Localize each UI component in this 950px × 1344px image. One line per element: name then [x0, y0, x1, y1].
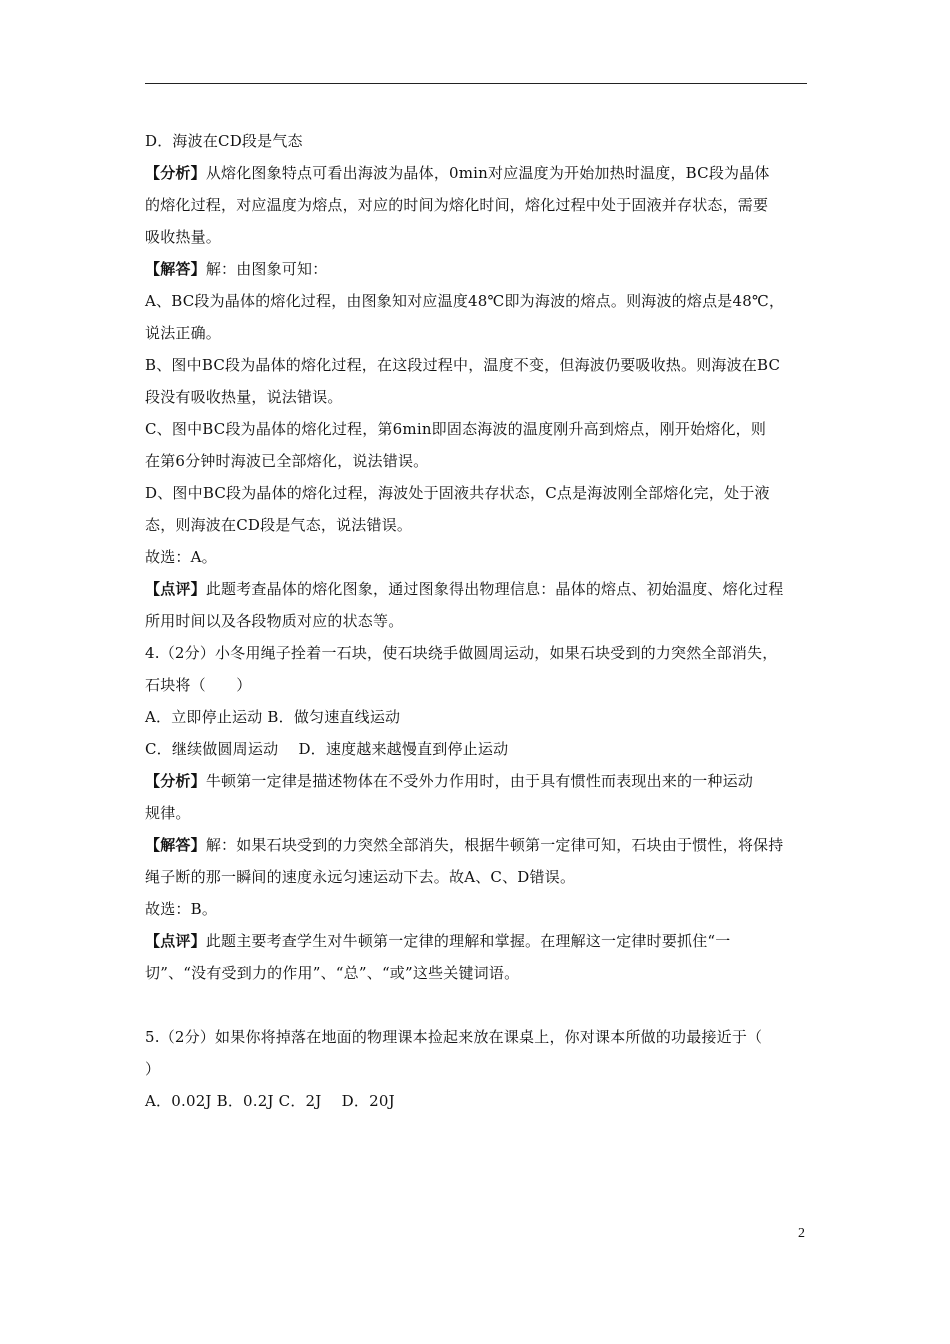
page-number: 2: [798, 1226, 805, 1241]
text-line: [145, 125, 810, 157]
text-line: [145, 1021, 810, 1053]
text-line: [145, 669, 810, 701]
line-text: C．继续做圆周运动 D．速度越来越慢直到停止运动: [145, 740, 509, 758]
line-text: 从熔化图象特点可看出海波为晶体，0min对应温度为开始加热时温度，BC段为晶体: [205, 164, 770, 182]
text-line: [145, 157, 810, 189]
line-text: 石块将（ ）: [145, 676, 252, 694]
line-text: 牛顿第一定律是描述物体在不受外力作用时，由于具有惯性而表现出来的一种运动: [205, 772, 754, 790]
text-line: [145, 413, 810, 445]
document-body: [145, 125, 810, 1117]
section-label: 【点评】: [145, 932, 206, 950]
line-text: 解：由图象可知：: [205, 260, 328, 278]
text-line: [145, 925, 810, 957]
line-text: B、图中BC段为晶体的熔化过程，在这段过程中，温度不变，但海波仍要吸收热。则海波在BC: [145, 356, 781, 374]
line-text: 在第6分钟时海波已全部熔化，说法错误。: [145, 452, 429, 470]
section-label: 【分析】: [145, 772, 206, 790]
header-rule: [145, 83, 807, 84]
line-text: 段没有吸收热量，说法错误。: [145, 388, 343, 406]
text-line: [145, 189, 810, 221]
text-line: [145, 573, 810, 605]
line-text: D．海波在CD段是气态: [145, 132, 303, 150]
line-text: A、BC段为晶体的熔化过程，由图象知对应温度48℃即为海波的熔点。则海波的熔点是48℃，: [145, 292, 785, 310]
line-text: 说法正确。: [145, 324, 222, 342]
line-text: 吸收热量。: [145, 228, 222, 246]
line-text: 所用时间以及各段物质对应的状态等。: [145, 612, 404, 630]
text-line: [145, 797, 810, 829]
text-line: [145, 1085, 810, 1117]
line-text: 态，则海波在CD段是气态，说法错误。: [145, 516, 413, 534]
text-line: [145, 829, 810, 861]
text-line: [145, 861, 810, 893]
text-line: [145, 349, 810, 381]
section-label: 【点评】: [145, 580, 206, 598]
text-line: [145, 381, 810, 413]
line-text: 4.（2分）小冬用绳子拴着一石块，使石块绕手做圆周运动，如果石块受到的力突然全部消失，: [145, 644, 778, 662]
text-line: [145, 253, 810, 285]
text-line: [145, 605, 810, 637]
text-line: [145, 701, 810, 733]
text-line: [145, 477, 810, 509]
line-text: 规律。: [145, 804, 191, 822]
text-line: [145, 989, 810, 1021]
line-text: 故选：B。: [145, 900, 218, 918]
text-line: [145, 221, 810, 253]
line-text: ）: [145, 1060, 161, 1078]
line-text: D、图中BC段为晶体的熔化过程，海波处于固液共存状态，C点是海波刚全部熔化完，处于液: [145, 484, 770, 502]
text-line: [145, 765, 810, 797]
text-line: [145, 541, 810, 573]
text-line: [145, 317, 810, 349]
text-line: [145, 893, 810, 925]
line-text: 5.（2分）如果你将掉落在地面的物理课本捡起来放在课桌上，你对课本所做的功最接近于（: [145, 1028, 763, 1046]
text-line: [145, 733, 810, 765]
line-text: A．0.02J B．0.2J C．2J D．20J: [145, 1092, 395, 1110]
line-text: 此题考查晶体的熔化图象，通过图象得出物理信息：晶体的熔点、初始温度、熔化过程: [205, 580, 784, 598]
line-text: 此题主要考查学生对牛顿第一定律的理解和掌握。在理解这一定律时要抓住“一: [205, 932, 731, 950]
line-text: A．立即停止运动 B．做匀速直线运动: [145, 708, 401, 726]
line-text: C、图中BC段为晶体的熔化过程，第6min即固态海波的温度刚升高到熔点，刚开始熔化，则: [145, 420, 767, 438]
text-line: [145, 509, 810, 541]
section-label: 【解答】: [145, 836, 206, 854]
line-text: 的熔化过程，对应温度为熔点，对应的时间为熔化时间，熔化过程中处于固液并存状态，需要: [145, 196, 769, 214]
text-line: [145, 445, 810, 477]
line-text: 绳子断的那一瞬间的速度永远匀速运动下去。故A、C、D错误。: [145, 868, 576, 886]
line-text: 故选：A。: [145, 548, 217, 566]
text-line: [145, 285, 810, 317]
section-label: 【解答】: [145, 260, 206, 278]
text-line: [145, 1053, 810, 1085]
section-label: 【分析】: [145, 164, 206, 182]
line-text: 解：如果石块受到的力突然全部消失，根据牛顿第一定律可知，石块由于惯性，将保持: [205, 836, 784, 854]
text-line: [145, 957, 810, 989]
text-line: [145, 637, 810, 669]
line-text: 切”、“没有受到力的作用”、“总”、“或”这些关键词语。: [145, 964, 520, 982]
